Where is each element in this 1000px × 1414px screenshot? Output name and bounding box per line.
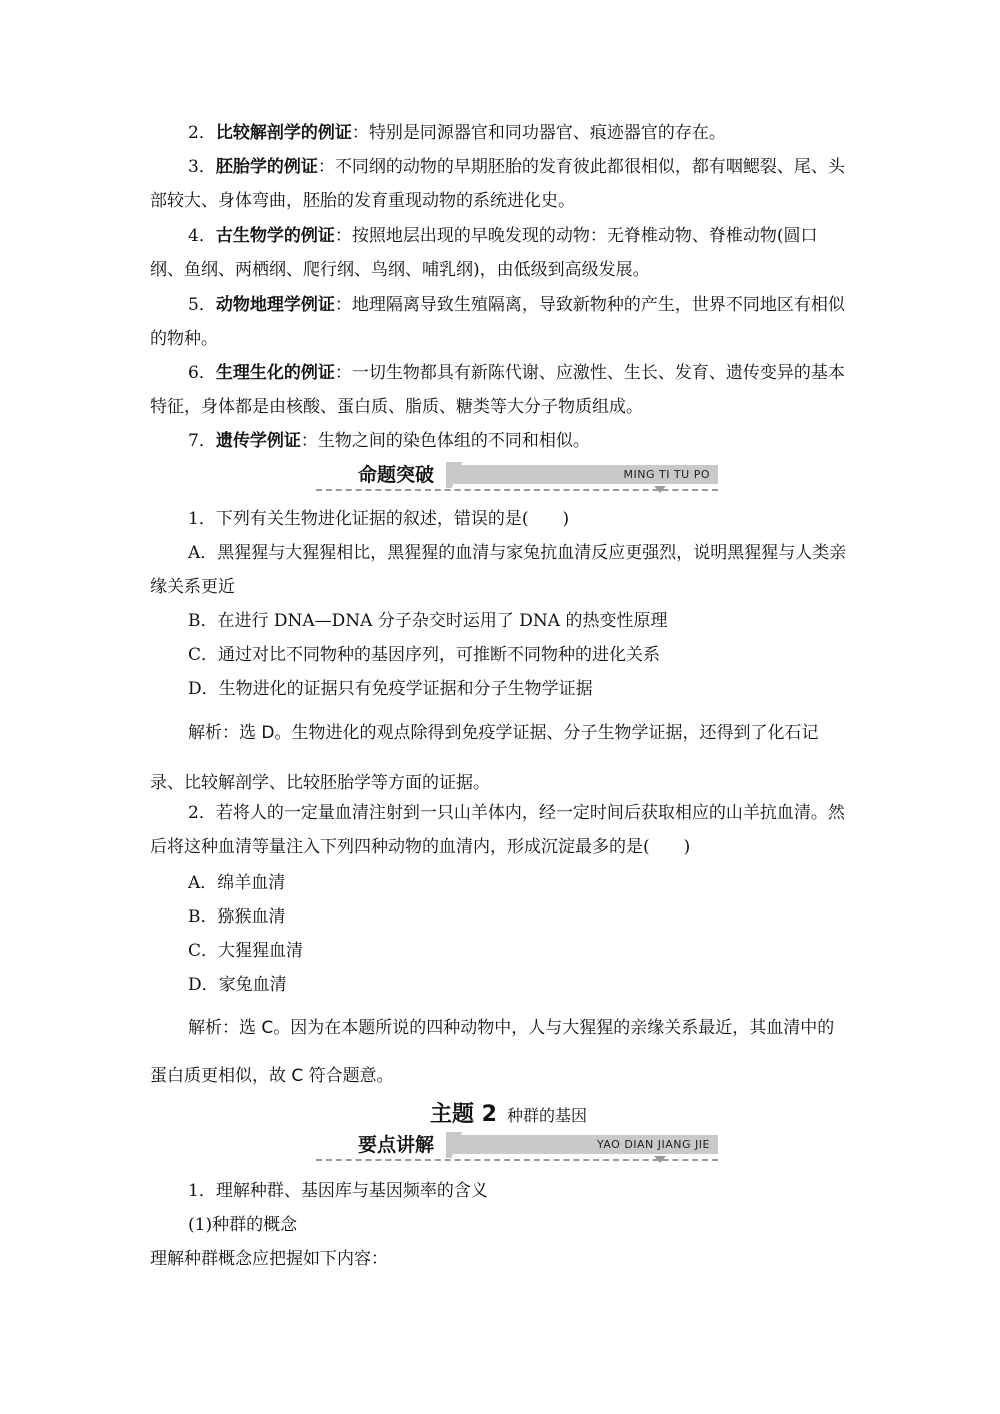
section-2-subheading: (1)种群的概念 bbox=[188, 1215, 298, 1235]
evidence-item-7: 7．遗传学例证：生物之间的染色体组的不同和相似。 bbox=[188, 431, 590, 451]
evidence-item-4: 4．古生物学的例证：按照地层出现的早晚发现的动物：无脊椎动物、脊椎动物(圆口纲、鱼纲、两栖纲、爬行纲、鸟纲、哺乳纲)，由低级到高级发展。 bbox=[150, 226, 818, 280]
question-2-option-c: C．大猩猩血清 bbox=[188, 941, 304, 961]
evidence-item-6: 6．生理生化的例证：一切生物都具有新陈代谢、应激性、生长、发育、遗传变异的基本特征，身体都是由核酸、蛋白质、脂质、糖类等大分子物质组成。 bbox=[150, 363, 845, 417]
question-1-option-d: D．生物进化的证据只有免疫学证据和分子生物学证据 bbox=[188, 679, 593, 699]
banner-title: 要点讲解 bbox=[357, 1134, 434, 1156]
question-1-option-c: C．通过对比不同物种的基因序列，可推断不同物种的进化关系 bbox=[188, 645, 661, 665]
question-2-option-a: A．绵羊血清 bbox=[188, 873, 286, 893]
section-banner-ming-ti-tu-po bbox=[316, 462, 718, 492]
section-2-text: 理解种群概念应把握如下内容： bbox=[150, 1249, 388, 1269]
section-banner-yao-dian-jiang-jie bbox=[316, 1132, 718, 1162]
question-2-analysis: 解析：选 C。因为在本题所说的四种动物中，人与大猩猩的亲缘关系最近，其血清中的蛋白质更相似，故 C 符合题意。 bbox=[150, 1018, 835, 1086]
evidence-item-5: 5．动物地理学例证：地理隔离导致生殖隔离，导致新物种的产生，世界不同地区有相似的物种。 bbox=[150, 295, 845, 349]
question-1-stem: 1．下列有关生物进化证据的叙述，错误的是( ) bbox=[188, 509, 570, 529]
banner-pinyin: MING TI TU PO bbox=[623, 468, 710, 481]
question-1-option-b: B．在进行 DNA—DNA 分子杂交时运用了 DNA 的热变性原理 bbox=[188, 611, 668, 631]
question-2-option-b: B．猕猴血清 bbox=[188, 907, 286, 927]
question-1-analysis: 解析：选 D。生物进化的观点除得到免疫学证据、分子生物学证据，还得到了化石记录、比较解剖学、比较胚胎学等方面的证据。 bbox=[150, 723, 819, 793]
banner-arrow-icon bbox=[654, 1156, 666, 1163]
section-2-heading: 1．理解种群、基因库与基因频率的含义 bbox=[188, 1181, 488, 1201]
topic-2-heading bbox=[430, 1097, 587, 1129]
question-2-option-d: D．家兔血清 bbox=[188, 975, 287, 995]
question-2-stem: 2．若将人的一定量血清注射到一只山羊体内，经一定时间后获取相应的山羊抗血清。然后将这种血清等量注入下列四种动物的血清内，形成沉淀最多的是( ) bbox=[150, 803, 845, 857]
evidence-item-3: 3．胚胎学的例证：不同纲的动物的早期胚胎的发育彼此都很相似，都有咽鳃裂、尾、头部较大、身体弯曲，胚胎的发育重现动物的系统进化史。 bbox=[150, 157, 845, 211]
evidence-item-2: 2．比较解剖学的例证：特别是同源器官和同功器官、痕迹器官的存在。 bbox=[188, 123, 726, 143]
question-1-option-a: A．黑猩猩与大猩猩相比，黑猩猩的血清与家兔抗血清反应更强烈，说明黑猩猩与人类亲缘关系更近 bbox=[150, 543, 847, 597]
banner-pinyin: YAO DIAN JIANG JIE bbox=[596, 1138, 710, 1151]
topic-title: 主题 2 bbox=[430, 1102, 497, 1127]
topic-subtitle: 种群的基因 bbox=[506, 1106, 587, 1125]
banner-title: 命题突破 bbox=[357, 464, 434, 486]
banner-arrow-icon bbox=[654, 486, 666, 493]
